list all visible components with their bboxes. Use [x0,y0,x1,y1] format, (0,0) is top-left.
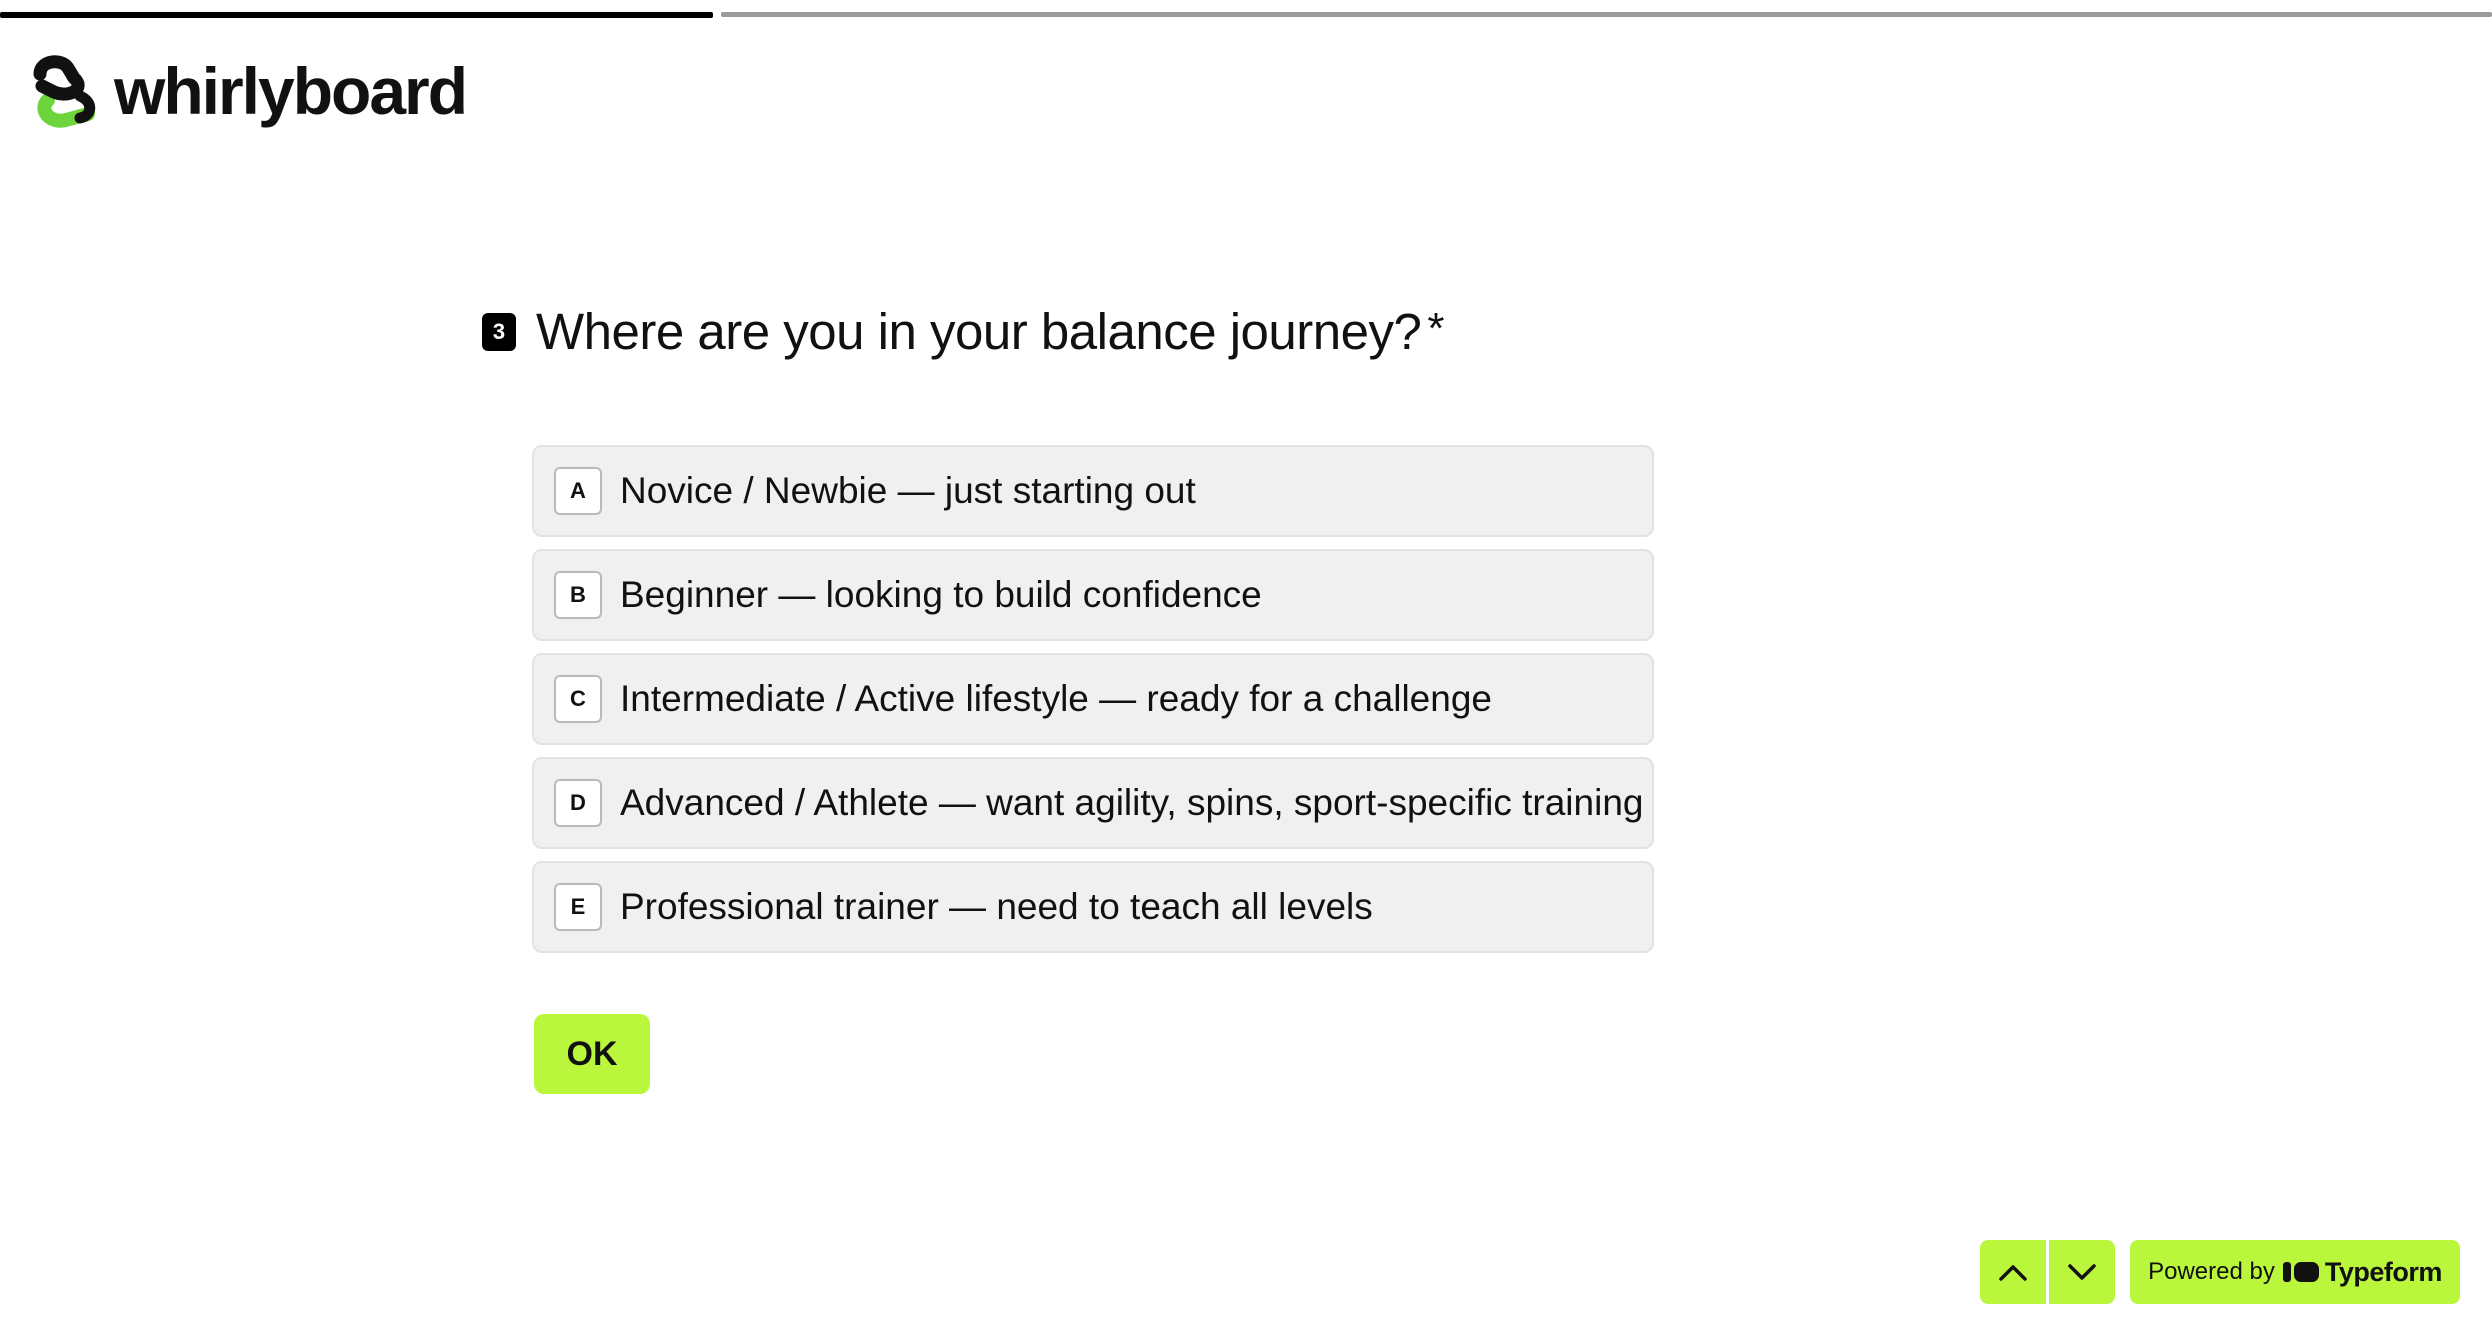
question-number-badge: 3 [482,313,516,351]
whirlyboard-logo-icon [18,50,108,132]
previous-question-button[interactable] [1980,1240,2046,1304]
progress-bar-remaining [721,12,2492,17]
typeform-logo-icon [2283,1261,2319,1283]
next-question-button[interactable] [2049,1240,2115,1304]
answer-options [532,445,1654,965]
question-header [482,302,1444,361]
option-c[interactable] [532,653,1654,745]
option-label: Advanced / Athlete — want agility, spins, sport-specific training [620,782,1644,823]
ok-button[interactable]: OK [534,1014,650,1094]
option-label: Intermediate / Active lifestyle — ready for a challenge [620,678,1492,719]
option-d[interactable] [532,757,1654,849]
option-e[interactable] [532,861,1654,953]
chevron-down-icon [2067,1262,2097,1282]
question-title: Where are you in your balance journey? [536,303,1422,360]
progress-bar [0,12,2492,20]
chevron-up-icon [1998,1262,2028,1282]
option-label: Professional trainer — need to teach all levels [620,886,1373,927]
required-asterisk: * [1427,304,1445,353]
option-key: A [554,467,602,515]
progress-track [0,12,2492,20]
brand-logo-text: whirlyboard [114,54,467,128]
brand-logo [18,50,466,132]
powered-by-prefix: Powered by [2148,1258,2275,1285]
option-b[interactable] [532,549,1654,641]
progress-bar-completed [0,12,713,18]
option-key: E [554,883,602,931]
option-label: Novice / Newbie — just starting out [620,470,1196,511]
option-key: D [554,779,602,827]
option-key: C [554,675,602,723]
option-a[interactable] [532,445,1654,537]
option-key: B [554,571,602,619]
powered-by-brand: Typeform [2324,1256,2442,1287]
question-navigation [1980,1240,2115,1304]
option-label: Beginner — looking to build confidence [620,574,1262,615]
powered-by-typeform-link[interactable] [2130,1240,2460,1304]
